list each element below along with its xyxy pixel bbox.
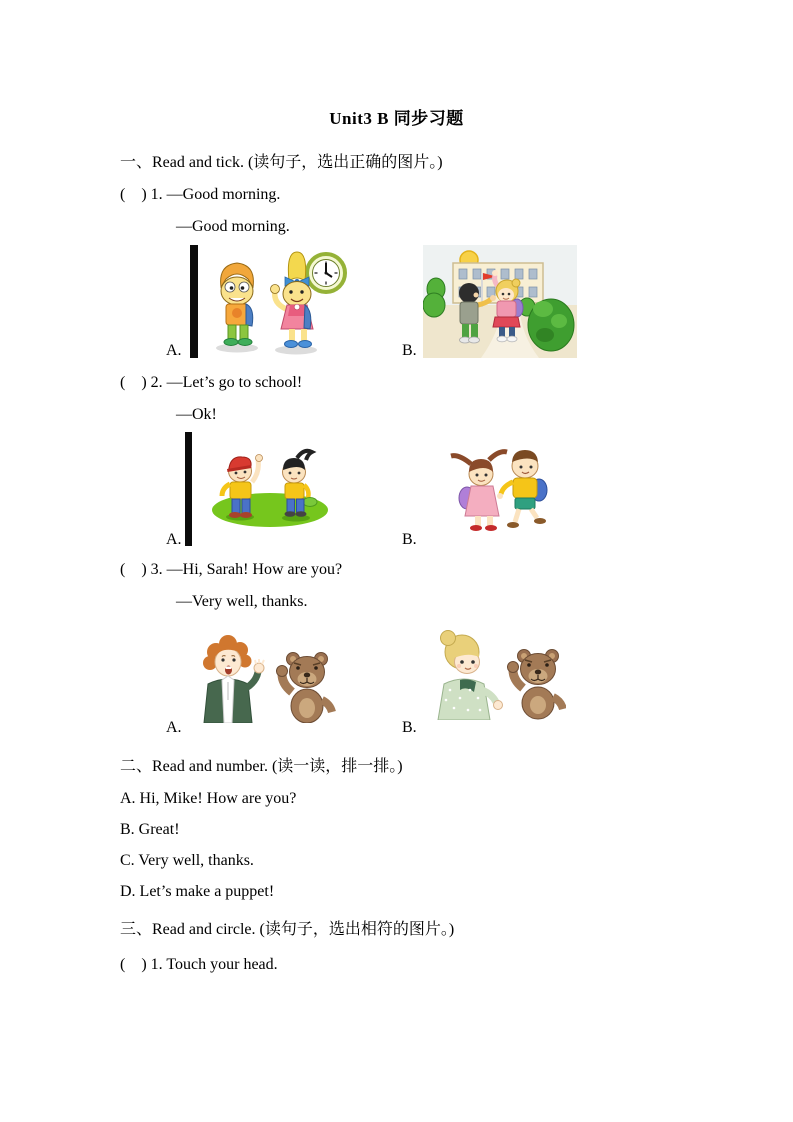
section2-item-b: B. Great!: [120, 821, 180, 838]
option-b-label: B.: [402, 531, 417, 548]
page-title: Unit3 B 同步习题: [329, 109, 464, 128]
scan-line-artifact: [185, 432, 192, 546]
question-2-prompt: ( ) 2. —Let’s go to school!: [120, 374, 303, 391]
teddy-bear-waving: [508, 650, 564, 720]
scan-line-artifact: [190, 245, 198, 358]
option-a-label: A.: [166, 531, 182, 548]
section3-question-1-prompt: ( ) 1. Touch your head.: [120, 956, 278, 973]
teddy-bear-waving: [277, 653, 333, 724]
woman-waving: [203, 635, 264, 723]
illustration-2a-kids-on-grass: [200, 444, 340, 532]
illustration-1b-school-scene: [423, 245, 577, 358]
option-a-label: A.: [166, 719, 182, 736]
boy-waving: [221, 263, 254, 346]
boy-running: [497, 450, 547, 528]
question-2-reply: —Ok!: [176, 406, 217, 423]
clock-icon: [307, 254, 345, 292]
section2-item-d: D. Let’s make a puppet!: [120, 883, 275, 900]
question-3-prompt: ( ) 3. —Hi, Sarah! How are you?: [120, 561, 343, 578]
illustration-3a-woman-and-bear: [194, 630, 336, 723]
section2-item-c: C. Very well, thanks.: [120, 852, 254, 869]
question-3-reply: —Very well, thanks.: [176, 593, 308, 610]
illustration-1a-kids-waving-clock: [200, 246, 350, 358]
question-1-prompt: ( ) 1. —Good morning.: [120, 186, 281, 203]
question-1-reply: —Good morning.: [176, 218, 290, 235]
section2-heading: 二、Read and number. (读一读，排一排。): [120, 758, 403, 775]
option-a-label: A.: [166, 342, 182, 359]
girl-running: [451, 452, 507, 531]
girl: [438, 631, 503, 721]
section3-heading: 三、Read and circle. (读句子，选出相符的图片。): [120, 921, 455, 938]
section2-item-a: A. Hi, Mike! How are you?: [120, 790, 297, 807]
option-b-label: B.: [402, 342, 417, 359]
illustration-2b-kids-running: [445, 442, 557, 534]
option-b-label: B.: [402, 719, 417, 736]
illustration-3b-girl-and-bear: [432, 628, 566, 720]
section1-heading: 一、Read and tick. (读句子，选出正确的图片。): [120, 154, 443, 171]
bush-right: [528, 299, 574, 351]
